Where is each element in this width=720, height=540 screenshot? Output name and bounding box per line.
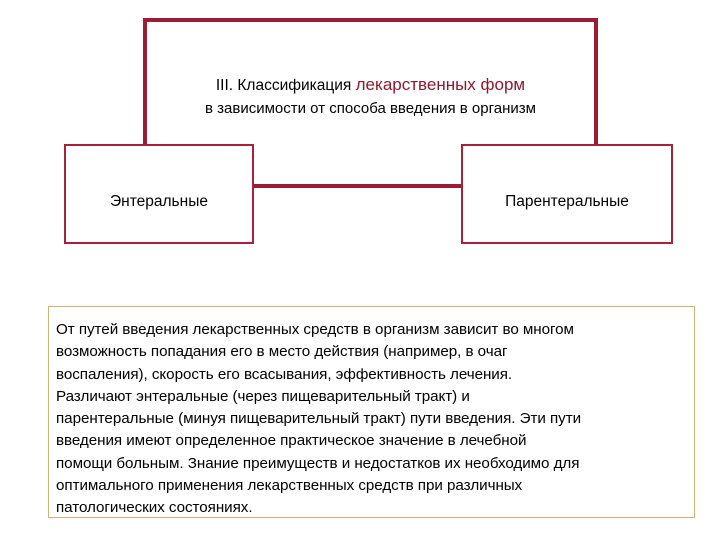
description-line: возможность попадания его в место действия (например, в очаг	[56, 343, 508, 361]
enteral-label: Энтеральные	[110, 193, 208, 210]
description-line: От путей введения лекарственных средств в организм зависит во многом	[56, 321, 574, 338]
title-line2: в зависимости от способа введения в организм	[205, 100, 536, 117]
parenteral-label: Парентеральные	[505, 193, 629, 210]
description-box	[48, 306, 695, 518]
classification-title	[143, 73, 598, 120]
title-accent: лекарственных форм	[355, 75, 526, 94]
description-line: помощи больным. Знание преимуществ и недостатков их необходимо для	[56, 454, 580, 472]
description-line: оптимального применения лекарственных средств при различных	[56, 477, 523, 495]
title-part1: III. Классификация	[215, 77, 356, 94]
description-line: Различают энтеральные (через пищеварительный тракт) и	[56, 387, 470, 405]
description-line: патологических состояниях.	[56, 499, 253, 517]
description-line: введения имеют определенное практическое значение в лечебной	[56, 432, 527, 450]
description-line: парентеральные (минуя пищеварительный тракт) пути введения. Эти пути	[56, 410, 582, 428]
parenteral-box	[461, 144, 673, 244]
enteral-box	[64, 144, 254, 244]
description-line: воспаления), скорость его всасывания, эффективность лечения.	[56, 365, 513, 383]
